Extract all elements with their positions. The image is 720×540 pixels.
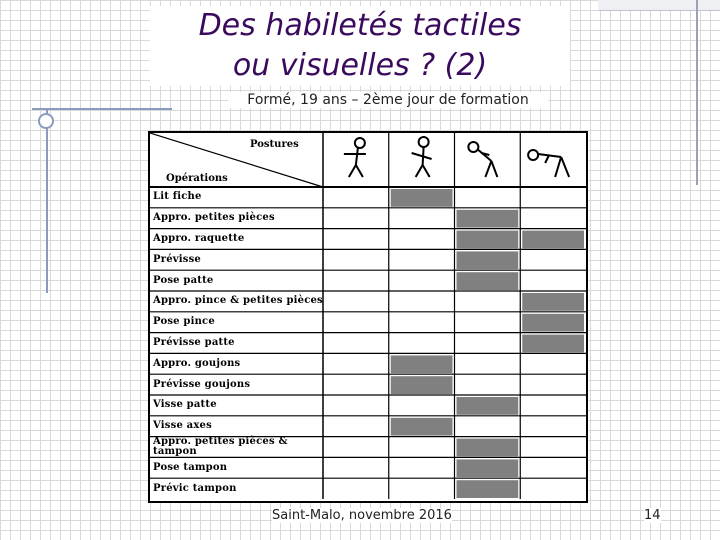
shaded-cell <box>391 376 453 394</box>
operation-label: Visse axes <box>153 420 212 432</box>
operation-label: Appro. raquette <box>153 232 245 244</box>
standing-arms-up-icon <box>412 137 432 177</box>
shaded-cell <box>522 293 584 311</box>
shaded-cell <box>391 355 453 373</box>
shaded-cell <box>457 210 519 228</box>
operation-label: Appro. petites pièces <box>153 212 275 224</box>
title-line-2: ou visuelles ? (2) <box>232 48 488 83</box>
decor-horizontal-rule <box>32 108 172 110</box>
shaded-cell <box>522 231 584 249</box>
operation-label: Prévisse goujons <box>153 378 251 390</box>
bending-icon <box>468 142 497 177</box>
operation-label: Pose tampon <box>153 461 228 473</box>
shaded-cell <box>457 397 519 415</box>
footer-location-date: Saint-Malo, novembre 2016 <box>272 508 452 523</box>
header-postures: Postures <box>250 139 299 150</box>
shaded-cell <box>457 459 519 477</box>
posture-operations-table <box>148 131 588 503</box>
decor-vertical-rule <box>46 108 48 293</box>
operation-label: Pose pince <box>153 316 215 328</box>
decor-circle-icon <box>38 113 54 129</box>
operation-label: Prévisse <box>153 253 201 265</box>
shaded-cell <box>522 335 584 353</box>
shaded-cell <box>457 439 519 457</box>
operation-label: Appro. goujons <box>153 357 241 369</box>
shaded-cell <box>391 189 453 207</box>
shaded-cell <box>457 251 519 269</box>
page-number: 14 <box>644 508 661 523</box>
slide-title <box>150 6 570 86</box>
shaded-cell <box>391 418 453 436</box>
bending-deep-icon <box>528 150 569 177</box>
header-operations: Opérations <box>166 173 228 184</box>
slide-subtitle: Formé, 19 ans – 2ème jour de formation <box>228 92 548 108</box>
operation-label: Prévic tampon <box>153 482 237 494</box>
operation-label: Appro. pince & petites pièces <box>153 295 323 307</box>
operations-list <box>150 187 323 499</box>
operation-label: Visse patte <box>153 399 217 411</box>
top-right-bar <box>598 0 720 11</box>
operation-label: Appro. petites pièces & tampon <box>153 435 288 457</box>
operation-label: Prévisse patte <box>153 336 235 348</box>
operation-label: Pose patte <box>153 274 214 286</box>
shaded-cell <box>457 231 519 249</box>
right-rule <box>696 0 698 185</box>
operation-label: Lit fiche <box>153 191 202 203</box>
standing-upright-icon <box>344 138 366 177</box>
shaded-cell <box>457 272 519 290</box>
shaded-cell <box>522 314 584 332</box>
title-line-1: Des habiletés tactiles <box>198 8 522 43</box>
shaded-cell <box>457 480 519 498</box>
